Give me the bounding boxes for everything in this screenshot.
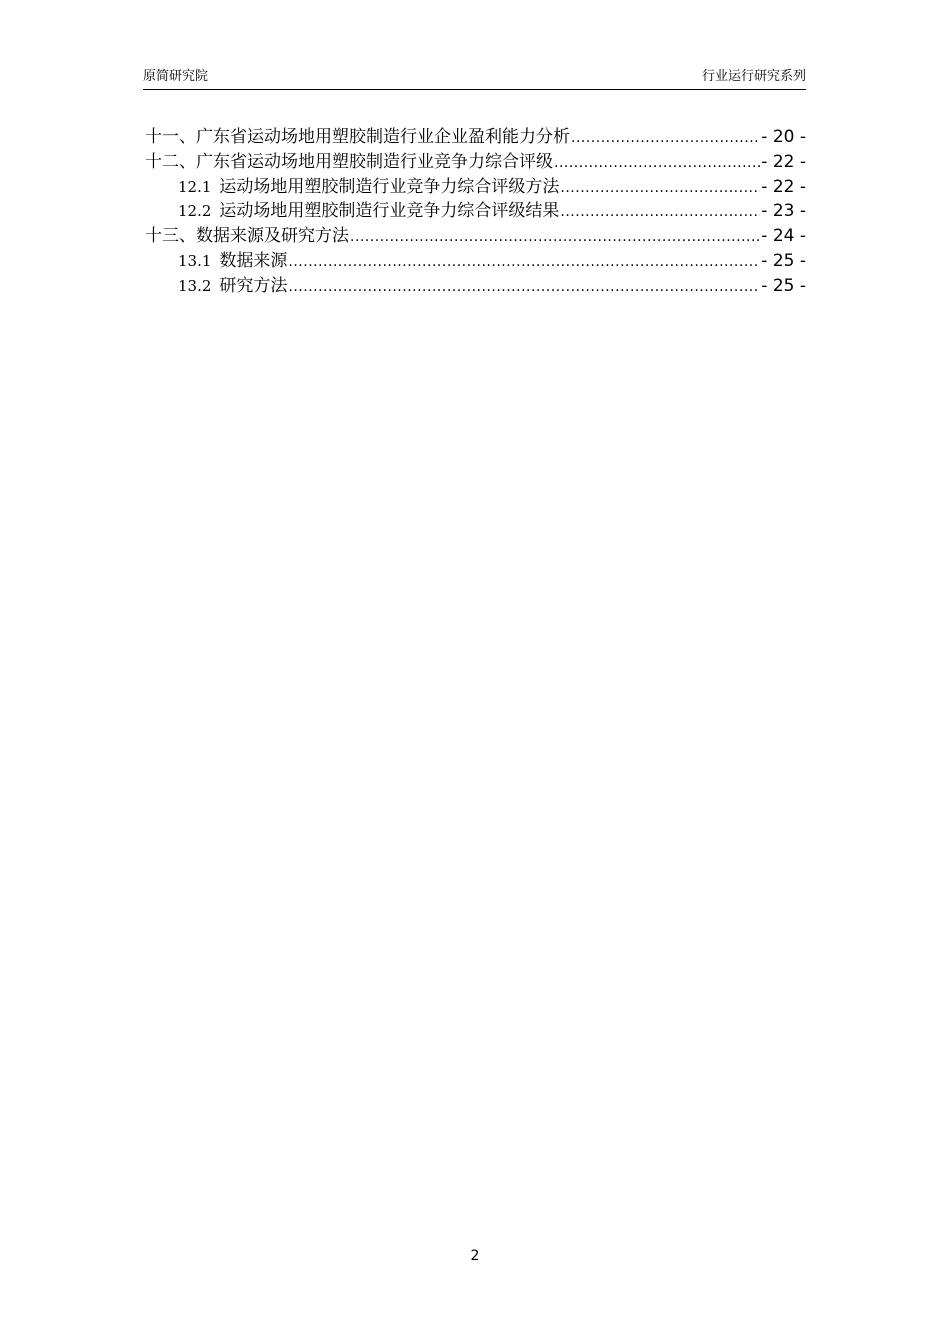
- toc-entry-page: - 23 -: [761, 201, 806, 222]
- toc-entry-page: - 22 -: [761, 151, 806, 172]
- toc-entry-12[interactable]: [145, 150, 806, 175]
- toc-leader-dots: [288, 275, 760, 299]
- toc-entry-13-2[interactable]: [145, 274, 806, 299]
- toc-entry-number: 十三、: [145, 226, 196, 247]
- toc-leader-dots: [554, 151, 760, 175]
- toc-entry-page: - 22 -: [761, 176, 806, 197]
- page-number: 2: [470, 1248, 480, 1264]
- toc-entry-page: - 20 -: [761, 127, 806, 147]
- toc-entry-title: 广东省运动场地用塑胶制造行业企业盈利能力分析: [196, 127, 570, 147]
- toc-entry-page: - 24 -: [761, 226, 806, 247]
- toc-entry-number: 13.2: [178, 276, 212, 295]
- toc-entry-title: 研究方法: [219, 275, 288, 296]
- toc-entry-number: 13.1: [178, 251, 212, 270]
- toc-leader-dots: [560, 200, 760, 224]
- toc-entry-11[interactable]: [145, 125, 806, 150]
- toc-leader-dots: [560, 176, 760, 200]
- toc-entry-title: 运动场地用塑胶制造行业竞争力综合评级结果: [219, 201, 560, 222]
- toc-entry-page: - 25 -: [761, 250, 806, 271]
- toc-entry-title: 数据来源: [219, 250, 288, 271]
- toc-entry-title: 数据来源及研究方法: [196, 226, 349, 247]
- toc-entry-number: 十二、: [145, 151, 196, 172]
- toc-entry-number: 十一、: [145, 127, 196, 147]
- header-series-title: 行业运行研究系列: [701, 69, 806, 84]
- toc-entry-number: 12.1: [178, 177, 212, 196]
- header-organization: 原简研究院: [143, 69, 209, 84]
- toc-entry-title: 运动场地用塑胶制造行业竞争力综合评级方法: [219, 176, 560, 197]
- toc-entry-number: 12.2: [178, 202, 212, 221]
- toc-leader-dots: [350, 225, 760, 249]
- table-of-contents: [145, 125, 806, 299]
- page-header: [143, 68, 806, 90]
- toc-entry-12-1[interactable]: [145, 175, 806, 200]
- toc-leader-dots: [571, 126, 760, 150]
- toc-entry-12-2[interactable]: [145, 199, 806, 224]
- toc-entry-title: 广东省运动场地用塑胶制造行业竞争力综合评级: [196, 151, 553, 172]
- toc-leader-dots: [288, 250, 760, 274]
- toc-entry-13-1[interactable]: [145, 249, 806, 274]
- toc-entry-13[interactable]: [145, 224, 806, 249]
- toc-entry-page: - 25 -: [761, 275, 806, 296]
